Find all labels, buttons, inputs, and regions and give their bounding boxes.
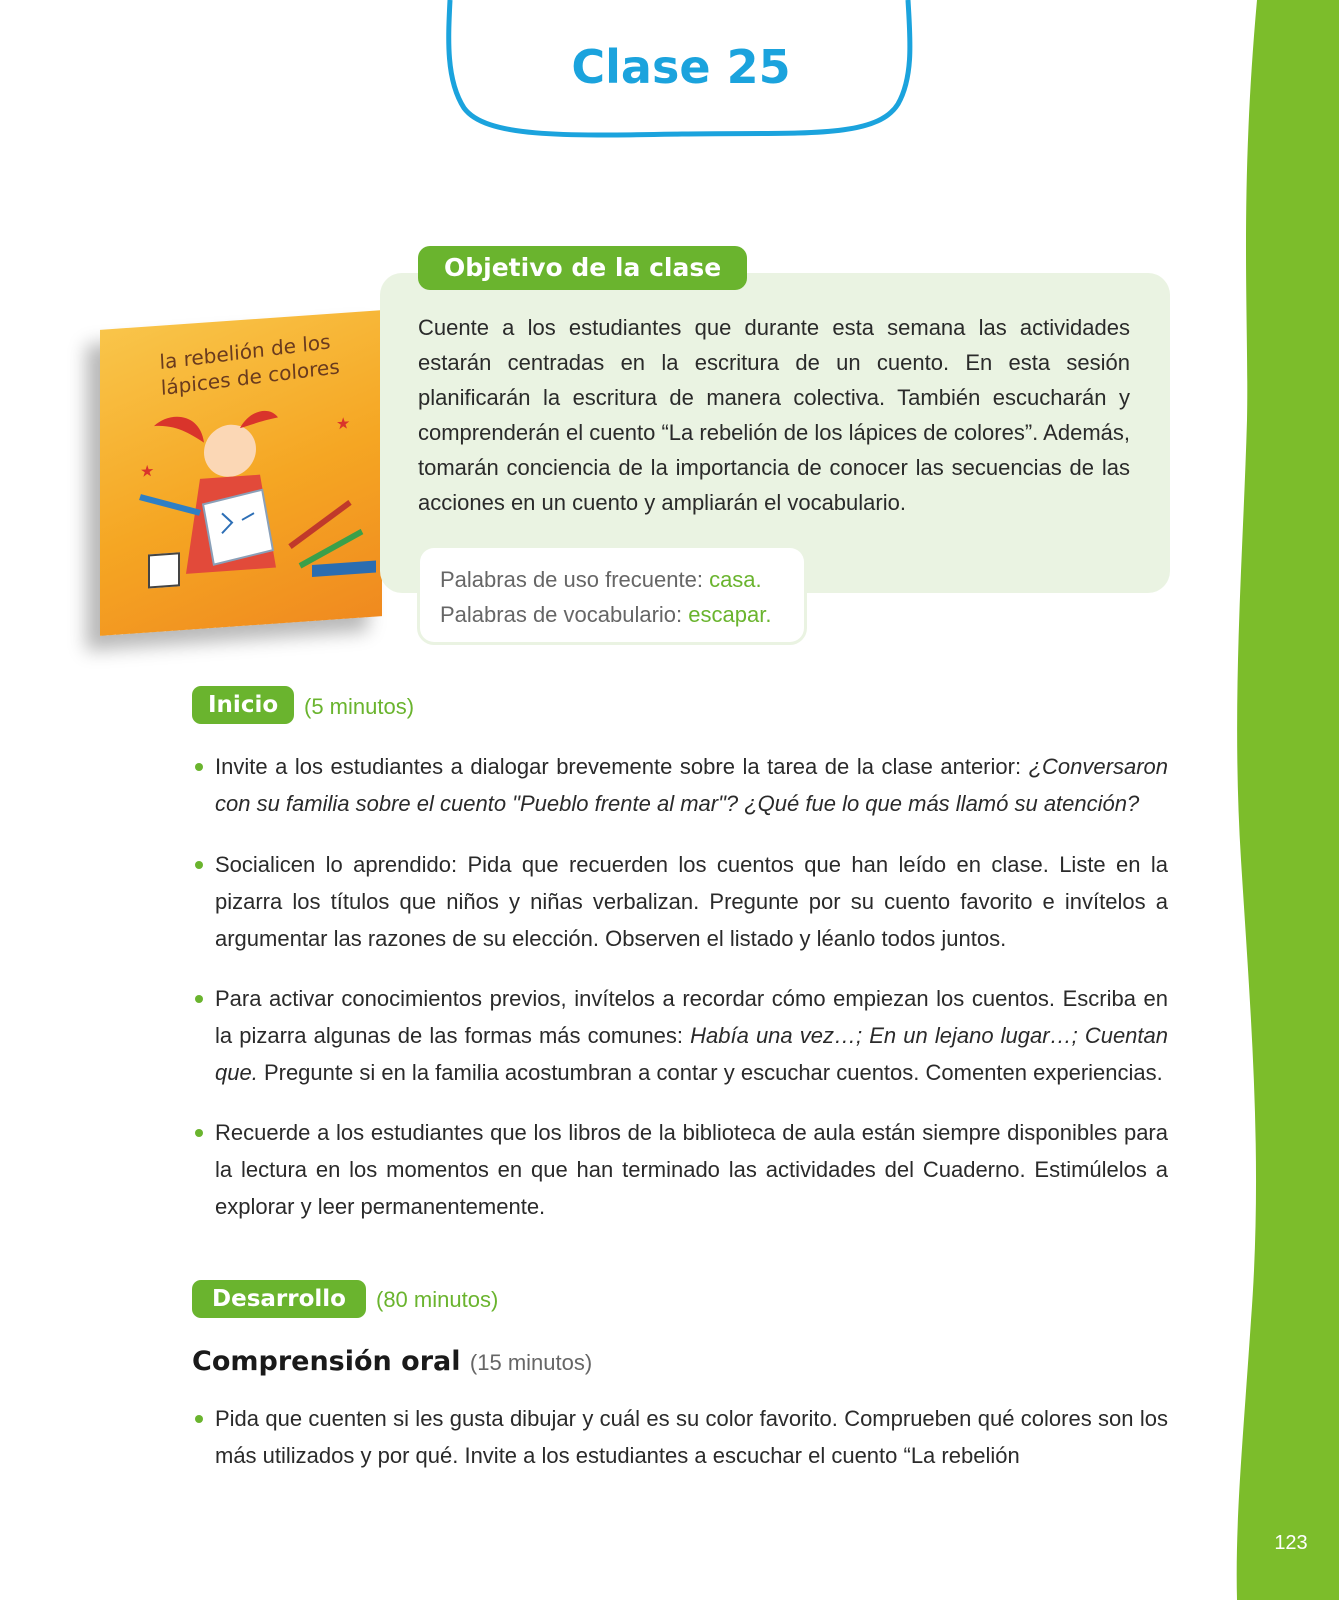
- inicio-bullet-1-text: Invite a los estudiantes a dialogar brevemente sobre la tarea de la clase anterior:: [215, 754, 1029, 779]
- frequent-words-label: Palabras de uso frecuente:: [440, 567, 710, 592]
- objective-label: Objetivo de la clase: [418, 246, 747, 290]
- svg-text:★: ★: [336, 413, 351, 434]
- inicio-bullet-3: [215, 980, 1168, 1091]
- inicio-bullet-1-italic: ¿Conversaron con su familia sobre el cuento "Pueblo frente al mar"? ¿Qué fue lo que más llamó su atención?: [215, 754, 1168, 816]
- comprension-oral-heading: [192, 1346, 592, 1377]
- inicio-bullet-3-end: Pregunte si en la familia acostumbran a contar y escuchar cuentos. Comenten experiencias.: [257, 1060, 1163, 1085]
- comprension-oral-title: Comprensión oral: [192, 1346, 461, 1377]
- book-illustration: [100, 390, 382, 636]
- book-cover-image: [100, 310, 382, 636]
- vocab-word: escapar.: [688, 602, 772, 627]
- comprension-oral-duration: (15 minutos): [469, 1350, 593, 1375]
- inicio-bullet-3-text: Para activar conocimientos previos, invítelos a recordar cómo empiezan los cuentos. Escriba en la pizarra algunas de las formas más comunes:: [215, 986, 1168, 1048]
- frequent-words-line: [440, 562, 784, 597]
- book-publisher-logo: [148, 552, 180, 588]
- desarrollo-duration: (80 minutos): [376, 1287, 499, 1312]
- svg-text:★: ★: [140, 461, 155, 482]
- inicio-bullet-4: Recuerde a los estudiantes que los libros de la biblioteca de aula están siempre disponibles para la lectura en los momentos en que han terminado las actividades del Cuaderno. Estimúlelos a explorar y leer permanentemente.: [215, 1114, 1168, 1225]
- desarrollo-bullet-1: Pida que cuenten si les gusta dibujar y cuál es su color favorito. Comprueben qué colores son los más utilizados y por qué. Invite a los estudiantes a escuchar el cuento “La rebelión: [215, 1400, 1168, 1474]
- inicio-duration: (5 minutos): [304, 694, 415, 719]
- inicio-bullet-2: Socialicen lo aprendido: Pida que recuerden los cuentos que han leído en clase. Liste en la pizarra los títulos que niños y niñas verbalizan. Pregunte por su cuento favorito e invítelos a argumentar las razones de su elección. Observen el listado y léanlo todos juntos.: [215, 846, 1168, 957]
- page-title: Clase 25: [571, 40, 791, 94]
- inicio-bullet-1: [215, 748, 1168, 822]
- objective-text: Cuente a los estudiantes que durante esta semana las actividades estarán centradas en la escritura de un cuento. En esta sesión planificarán la escritura de manera colectiva. También escucharán y comprenderán el cuento “La rebelión de los lápices de colores”. Además, tomarán conciencia de la importancia de conocer las secuencias de las acciones en un cuento y ampliarán el vocabulario.: [418, 315, 1130, 515]
- inicio-bullet-3-italic: Había una vez…; En un lejano lugar…; Cuentan que.: [215, 1023, 1168, 1085]
- inicio-label: Inicio: [192, 686, 294, 724]
- side-band-decoration: [1229, 0, 1339, 1600]
- frequent-word: casa.: [709, 567, 762, 592]
- vocab-words-label: Palabras de vocabulario:: [440, 602, 689, 627]
- page-number: 123: [1274, 1532, 1308, 1554]
- desarrollo-label: Desarrollo: [192, 1280, 366, 1318]
- vocab-words-line: [440, 597, 784, 632]
- book-title: la rebelión de los lápices de colores: [158, 329, 341, 401]
- words-box: [420, 548, 804, 642]
